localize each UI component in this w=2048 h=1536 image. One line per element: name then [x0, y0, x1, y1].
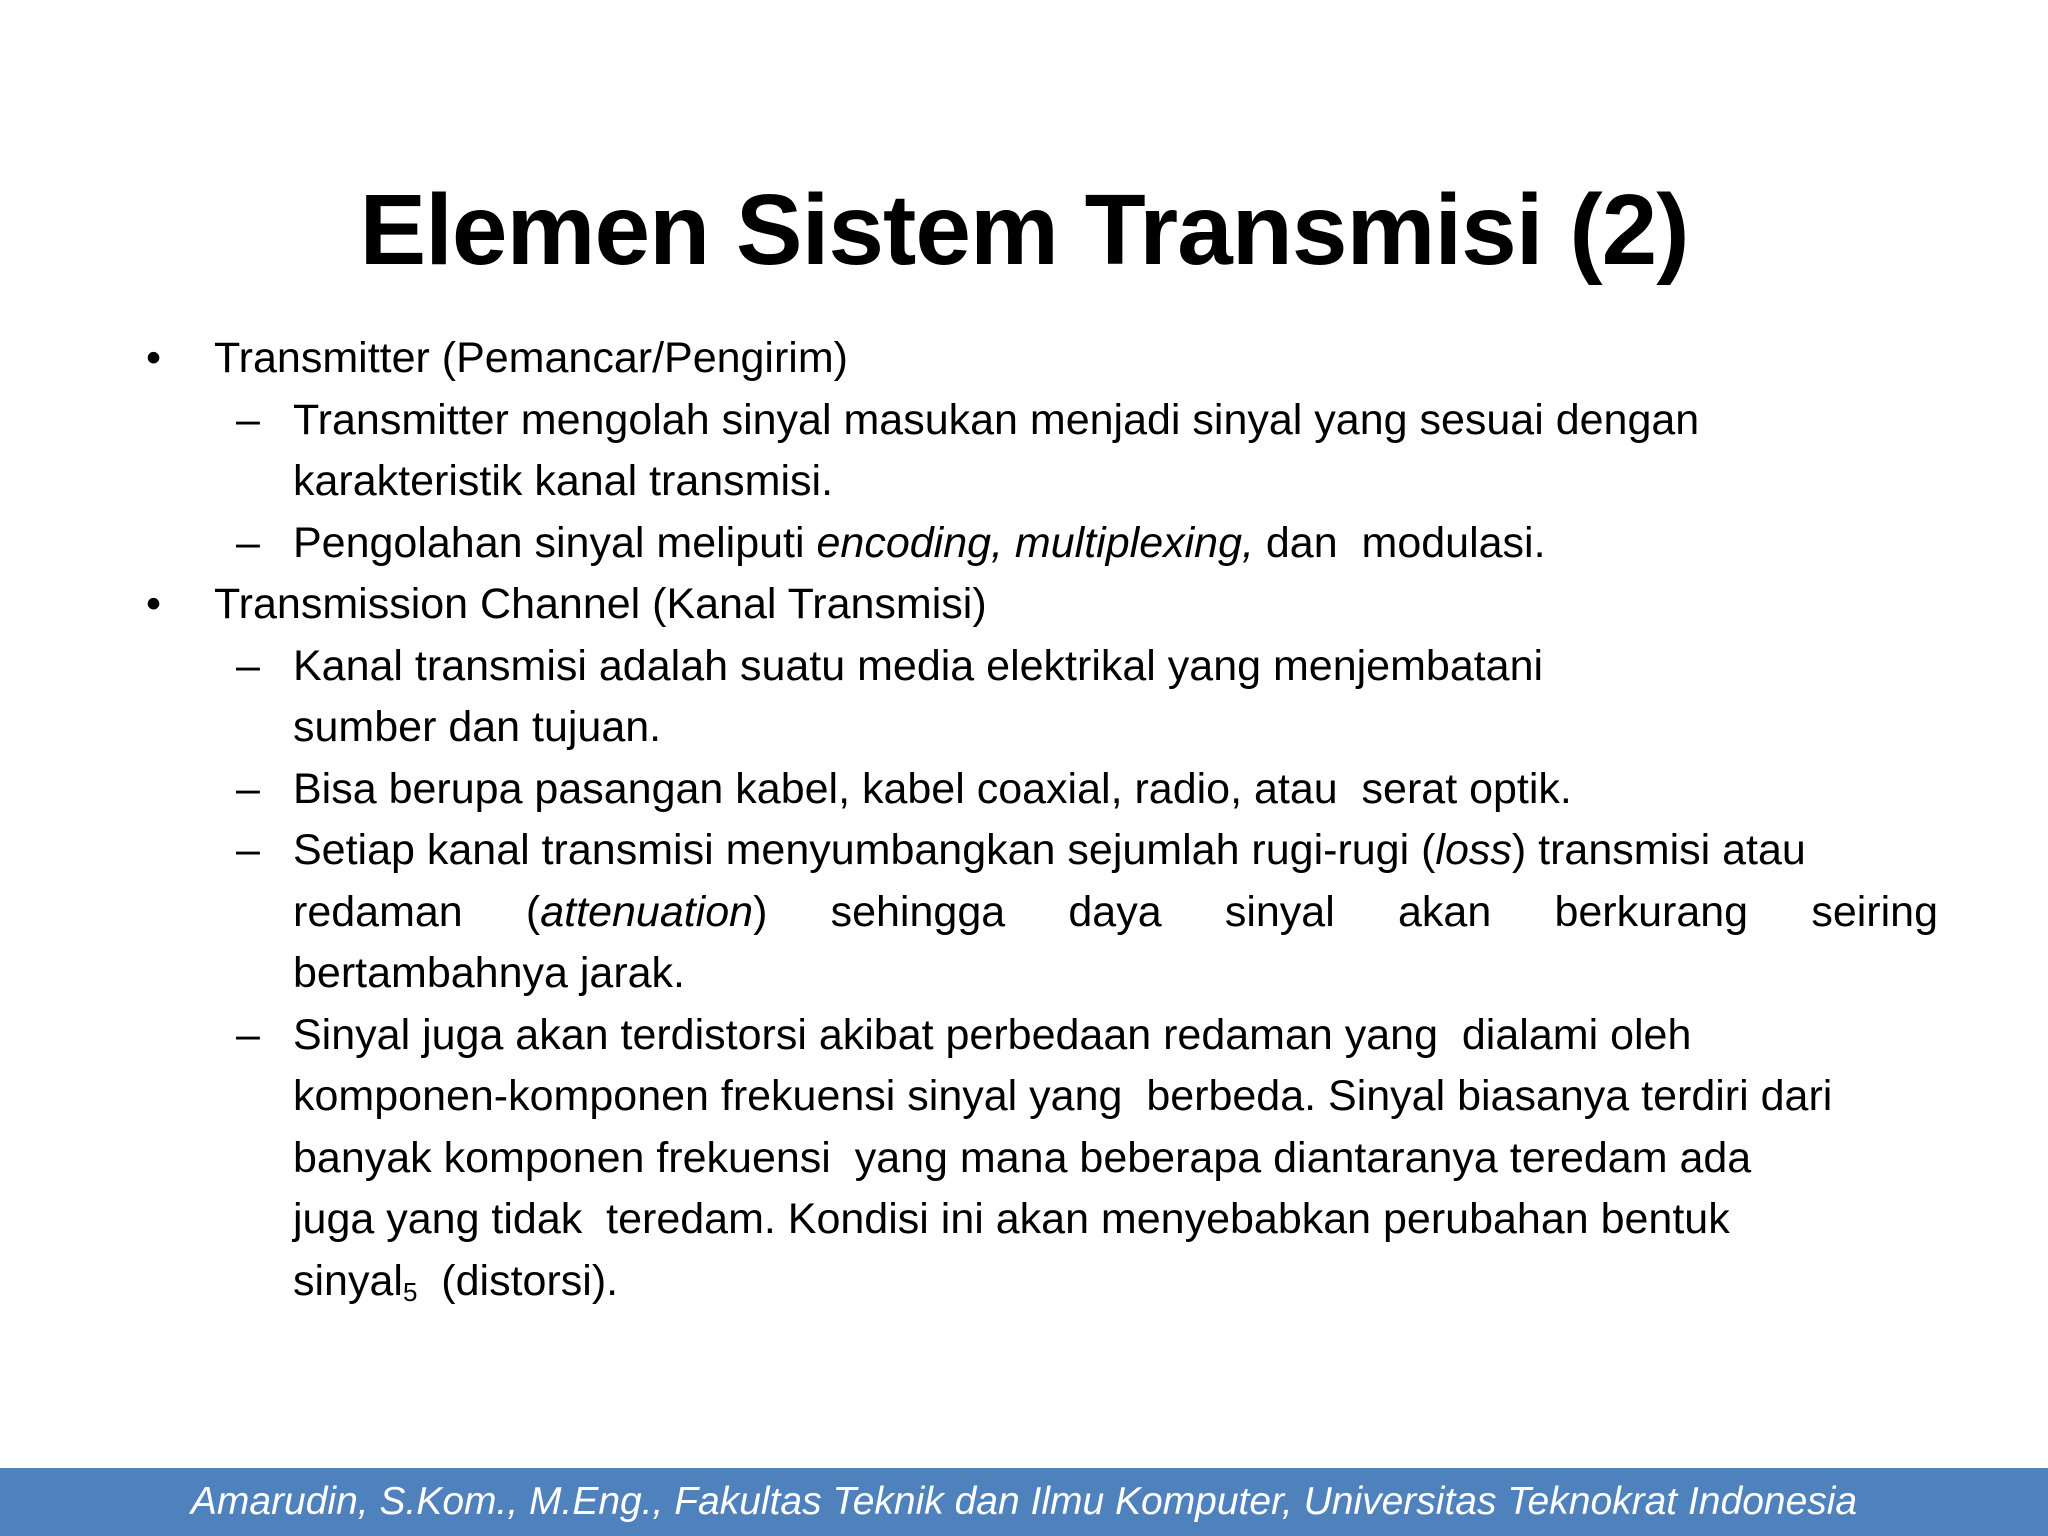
- sub-bullet-text: Setiap kanal transmisi menyumbangkan sejumlah rugi-rugi (: [293, 826, 1436, 874]
- sub-bullet-text: banyak komponen frekuensi yang mana beberapa diantaranya teredam ada: [293, 1133, 1752, 1182]
- sub-bullet-line: [0, 697, 2048, 759]
- italic-term: encoding, multiplexing,: [816, 518, 1254, 567]
- sub-bullet-line: [0, 636, 2048, 698]
- sub-bullet-line: [0, 882, 2048, 944]
- dash-marker: –: [236, 518, 260, 567]
- dash-marker: –: [236, 764, 260, 813]
- justified-line: [293, 882, 1938, 944]
- sub-bullet-text: Kanal transmisi adalah suatu media elektrikal yang menjembatani: [293, 641, 1544, 690]
- sub-bullet-text: Pengolahan sinyal meliputi: [293, 518, 817, 567]
- sub-bullet-text: juga yang tidak teredam. Kondisi ini akan menyebabkan perubahan bentuk: [293, 1195, 1730, 1243]
- sub-bullet-text: ) sehingga daya sinyal akan berkurang seiring: [753, 887, 1938, 936]
- sub-bullet-line: [0, 451, 2048, 513]
- dash-marker: –: [236, 826, 260, 874]
- sub-bullet-line: [0, 1189, 2048, 1251]
- sub-bullet-text: Sinyal juga akan terdistorsi akibat perbedaan redaman yang dialami oleh: [293, 1010, 1692, 1059]
- sub-bullet-text: sinyal: [293, 1256, 403, 1305]
- sub-bullet-line: [0, 1128, 2048, 1190]
- sub-bullet-line: [0, 820, 2048, 882]
- sub-bullet: [0, 513, 2048, 575]
- sub-bullet-line: [0, 943, 2048, 1005]
- sub-bullet-line: [0, 1251, 2048, 1313]
- dash-marker: –: [236, 641, 260, 690]
- sub-bullet: [0, 1005, 2048, 1313]
- sub-bullet-text: komponen-komponen frekuensi sinyal yang berbeda. Sinyal biasanya terdiri dari: [293, 1072, 1833, 1120]
- sub-bullet-text: redaman (: [293, 887, 541, 936]
- sub-bullet-text: Transmitter mengolah sinyal masukan menjadi sinyal yang sesuai dengan: [293, 395, 1700, 444]
- italic-term: loss: [1435, 826, 1512, 874]
- sub-bullet: [0, 636, 2048, 759]
- footer-bar: [0, 1468, 2048, 1536]
- bullet-marker: •: [146, 334, 162, 382]
- bullet-marker: •: [146, 580, 162, 628]
- page-number: 5: [402, 1276, 418, 1307]
- sub-bullet-line: [0, 390, 2048, 452]
- footer-text: Amarudin, S.Kom., M.Eng., Fakultas Teknik dan Ilmu Komputer, Universitas Teknokrat Indonesia: [190, 1480, 1858, 1523]
- italic-term: attenuation: [540, 887, 754, 936]
- bullet-heading: Transmission Channel (Kanal Transmisi): [214, 580, 987, 628]
- sub-bullet-text: dan modulasi.: [1253, 518, 1546, 567]
- bullet-transmission-channel: [0, 574, 2048, 636]
- dash-marker: –: [236, 395, 260, 444]
- slide-title: Elemen Sistem Transmisi (2): [359, 174, 1689, 286]
- sub-bullet-text: karakteristik kanal transmisi.: [293, 457, 834, 505]
- sub-bullet-text: (distorsi).: [417, 1256, 619, 1305]
- sub-bullet: [0, 390, 2048, 513]
- slide-content: [0, 328, 2048, 1312]
- sub-bullet-text: sumber dan tujuan.: [293, 703, 662, 751]
- sub-bullet-line: [0, 1066, 2048, 1128]
- sub-bullet-line: [0, 1005, 2048, 1067]
- sub-bullet-text: bertambahnya jarak.: [293, 949, 685, 997]
- sub-bullet: [0, 820, 2048, 1005]
- sub-bullet-text: ) transmisi atau: [1511, 826, 1806, 874]
- bullet-transmitter: [0, 328, 2048, 390]
- bullet-heading: Transmitter (Pemancar/Pengirim): [214, 334, 848, 382]
- dash-marker: –: [236, 1010, 260, 1059]
- sub-bullet: [0, 759, 2048, 821]
- sub-bullet-text: Bisa berupa pasangan kabel, kabel coaxial, radio, atau serat optik.: [293, 764, 1572, 813]
